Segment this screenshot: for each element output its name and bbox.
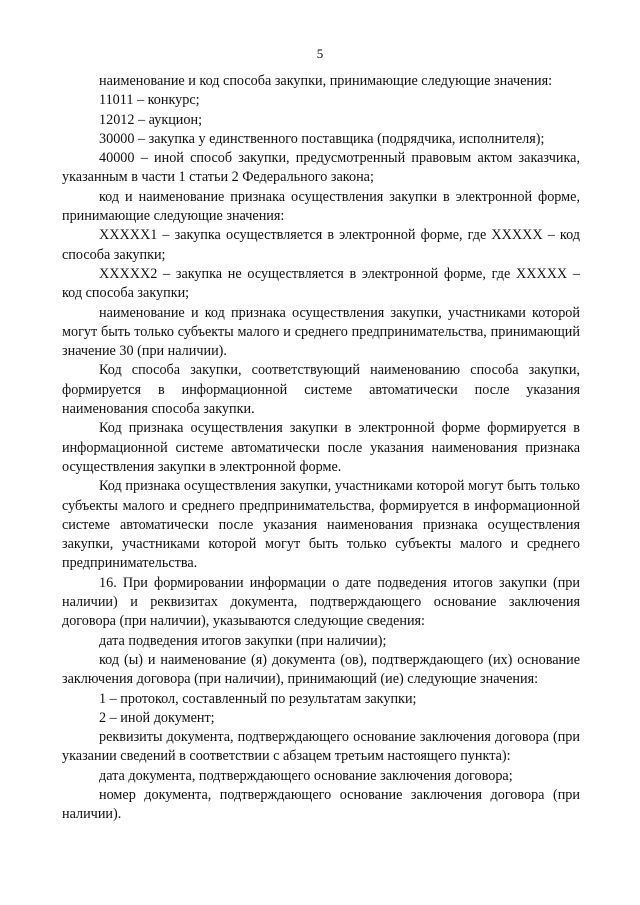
paragraph: 2 – иной документ; xyxy=(99,709,215,726)
paragraph: 11011 – конкурс; xyxy=(99,92,200,109)
page-number: 5 xyxy=(316,46,324,61)
paragraph: реквизиты документа, подтверждающего основание заключения договора (при указании сведений в соответствии с абзацем третьим настоящего пункта): xyxy=(62,729,580,765)
paragraph: номер документа, подтверждающего основание заключения договора (при наличии). xyxy=(62,786,580,823)
paragraph: код (ы) и наименование (я) документа (ов), подтверждающего (их) основание заключения договора (при наличии), принимающий (ие) следующие значения: xyxy=(62,651,580,688)
paragraph: 12012 – аукцион; xyxy=(99,111,203,128)
paragraph: 30000 – закупка у единственного поставщика (подрядчика, исполнителя); xyxy=(99,130,545,147)
paragraph: Код признака осуществления закупки в электронной форме формируется в информационной системе автоматически после указания наименования признака осуществления закупки в электронной форме. xyxy=(62,420,580,475)
paragraph: наименование и код признака осуществления закупки, участниками которой могут быть только субъекты малого и среднего предпринимательства, принимающий значение 30 (при наличии). xyxy=(62,304,580,360)
paragraph: дата документа, подтверждающего основание заключения договора; xyxy=(99,767,513,784)
paragraph: код и наименование признака осуществления закупки в электронной форме, принимающие следующие значения: xyxy=(62,188,580,225)
paragraph: 1 – протокол, составленный по результатам закупки; xyxy=(99,690,417,707)
paragraph: дата подведения итогов закупки (при наличии); xyxy=(99,632,387,649)
paragraph: Код способа закупки, соответствующий наименованию способа закупки, формируется в информационной системе автоматически после указания наименования способа закупки. xyxy=(62,362,580,418)
paragraph: 40000 – иной способ закупки, предусмотренный правовым актом заказчика, указанным в части 1 статьи 2 Федерального закона; xyxy=(62,150,580,186)
paragraph: XXXXX2 – закупка не осуществляется в электронной форме, где XXXXX – код способа закупки; xyxy=(62,265,580,302)
document-body xyxy=(62,72,580,825)
paragraph: 16. При формировании информации о дате подведения итогов закупки (при наличии) и реквизитах документа, подтверждающего основание заключения договора (при наличии), указываются следующие сведения: xyxy=(62,574,580,630)
paragraph: XXXXX1 – закупка осуществляется в электронной форме, где XXXXX – код способа закупки; xyxy=(62,227,580,263)
paragraph: Код признака осуществления закупки, участниками которой могут быть только субъекты малого и среднего предпринимательства, формируется в информационной системе автоматически после указания наименования признака осуществления закупки, участниками которой могут быть только субъекты малого и среднего предпринимательства. xyxy=(62,478,580,572)
paragraph: наименование и код способа закупки, принимающие следующие значения: xyxy=(99,73,553,89)
